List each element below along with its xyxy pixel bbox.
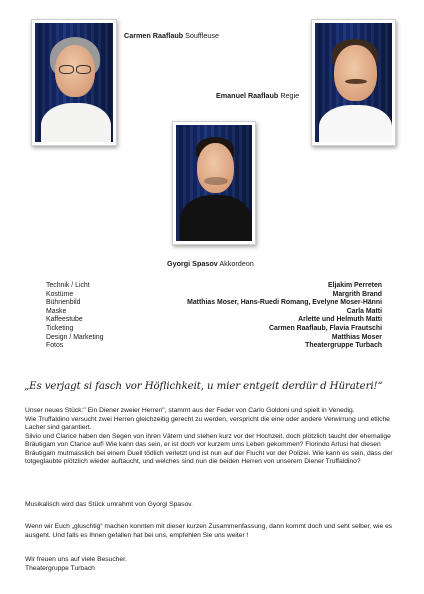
role-gyorgi: Akkordeon: [219, 259, 254, 268]
credit-name: Carla Matti: [346, 307, 382, 315]
credit-role: Kaffeestube: [46, 316, 83, 324]
credit-role: Technik / Licht: [46, 282, 90, 289]
story-line: Unser neues Stück:" Ein Diener zweier Herren", stammt aus der Feder von Carlo Goldoni und spielt in Venedig.: [25, 407, 355, 414]
name-carmen: Carmen Raaflaub: [124, 31, 184, 40]
story-paragraph: [25, 407, 403, 467]
credit-name: Matthias Moser: [331, 333, 382, 341]
credit-role: Kostüme: [46, 290, 74, 298]
role-emanuel: Regie: [280, 91, 300, 100]
photo-emanuel-raaflaub: [311, 19, 396, 146]
photo-gyorgi-spasov: [172, 121, 256, 245]
closing-block: [25, 556, 403, 573]
motto-quote: „Es verjagt si fasch vor Höflichkeit, u mier entgeit derdür d Hürateri!“: [24, 381, 383, 392]
credit-role: Fotos: [46, 342, 64, 350]
credit-role: Bühnenbild: [46, 299, 81, 307]
role-carmen: Souffleuse: [185, 31, 219, 40]
caption-gyorgi: [167, 259, 254, 268]
credits-roles-list: [46, 282, 103, 351]
name-emanuel: Emanuel Raaflaub: [216, 91, 279, 100]
credit-role: Maske: [46, 307, 67, 315]
credit-name: Eljakim Perreten: [327, 282, 382, 289]
credit-name: Margrith Brand: [332, 290, 382, 298]
credit-role: Design / Marketing: [46, 333, 104, 341]
story-line: Wie Truffaldino versucht zwei Herren gleichzeitig gerecht zu werden, verspricht die eine oder andere Verwirrung und etliche Lacher sind garantiert.: [25, 415, 390, 431]
photo-carmen-raaflaub: [31, 19, 117, 146]
credit-name: Theatergruppe Turbach: [305, 342, 382, 350]
credit-name: Matthias Moser, Hans-Ruedi Romang, Evelyne Moser-Hänni: [187, 299, 382, 307]
signature: Theatergruppe Turbach: [25, 564, 95, 572]
invitation-paragraph: Wenn wir Euch „gluschtig“ machen konnten mit dieser kurzen Zusammenfassung, dann kommt doch und seht selber, wie es ausgeht. Und falls es Ihnen gefallen hat bei uns, empfehlen Sie uns weiter !: [25, 523, 393, 539]
credit-name: Arlette und Helmuth Matti: [298, 316, 382, 324]
name-gyorgi: Gyorgi Spasov: [167, 259, 218, 268]
credits-names-list: [187, 282, 382, 351]
music-paragraph: Musikalisch wird das Stück umrahmt von Gyorgi Spasov.: [25, 501, 193, 508]
credit-role: Ticketing: [46, 324, 74, 332]
caption-carmen: [124, 31, 219, 40]
closing-line: Wir freuen uns auf viele Besucher.: [25, 556, 127, 563]
credit-name: Carmen Raaflaub, Flavia Frautschi: [269, 324, 382, 332]
caption-emanuel: [216, 91, 299, 100]
story-line: Silvio und Clarice haben den Segen von ihren Vätern und stehen kurz vor der Hochzeit, doch plötzlich taucht der ehemalige Bräutigam von Clarice auf! Wie kann das sein, er ist doch vor kurzem ums Leben gekommen? Florindo Artusi hat diesen Bräutigam mutmasslich bei einem Duell tödlich verletzt und ist nun auf der Flucht vor der Polizei. Wie kann es sein, dass der totgeglaubte plötzlich wieder auftaucht, und welches sind nun die beiden Herren von unserem Diener Truffaldino?: [25, 432, 393, 465]
